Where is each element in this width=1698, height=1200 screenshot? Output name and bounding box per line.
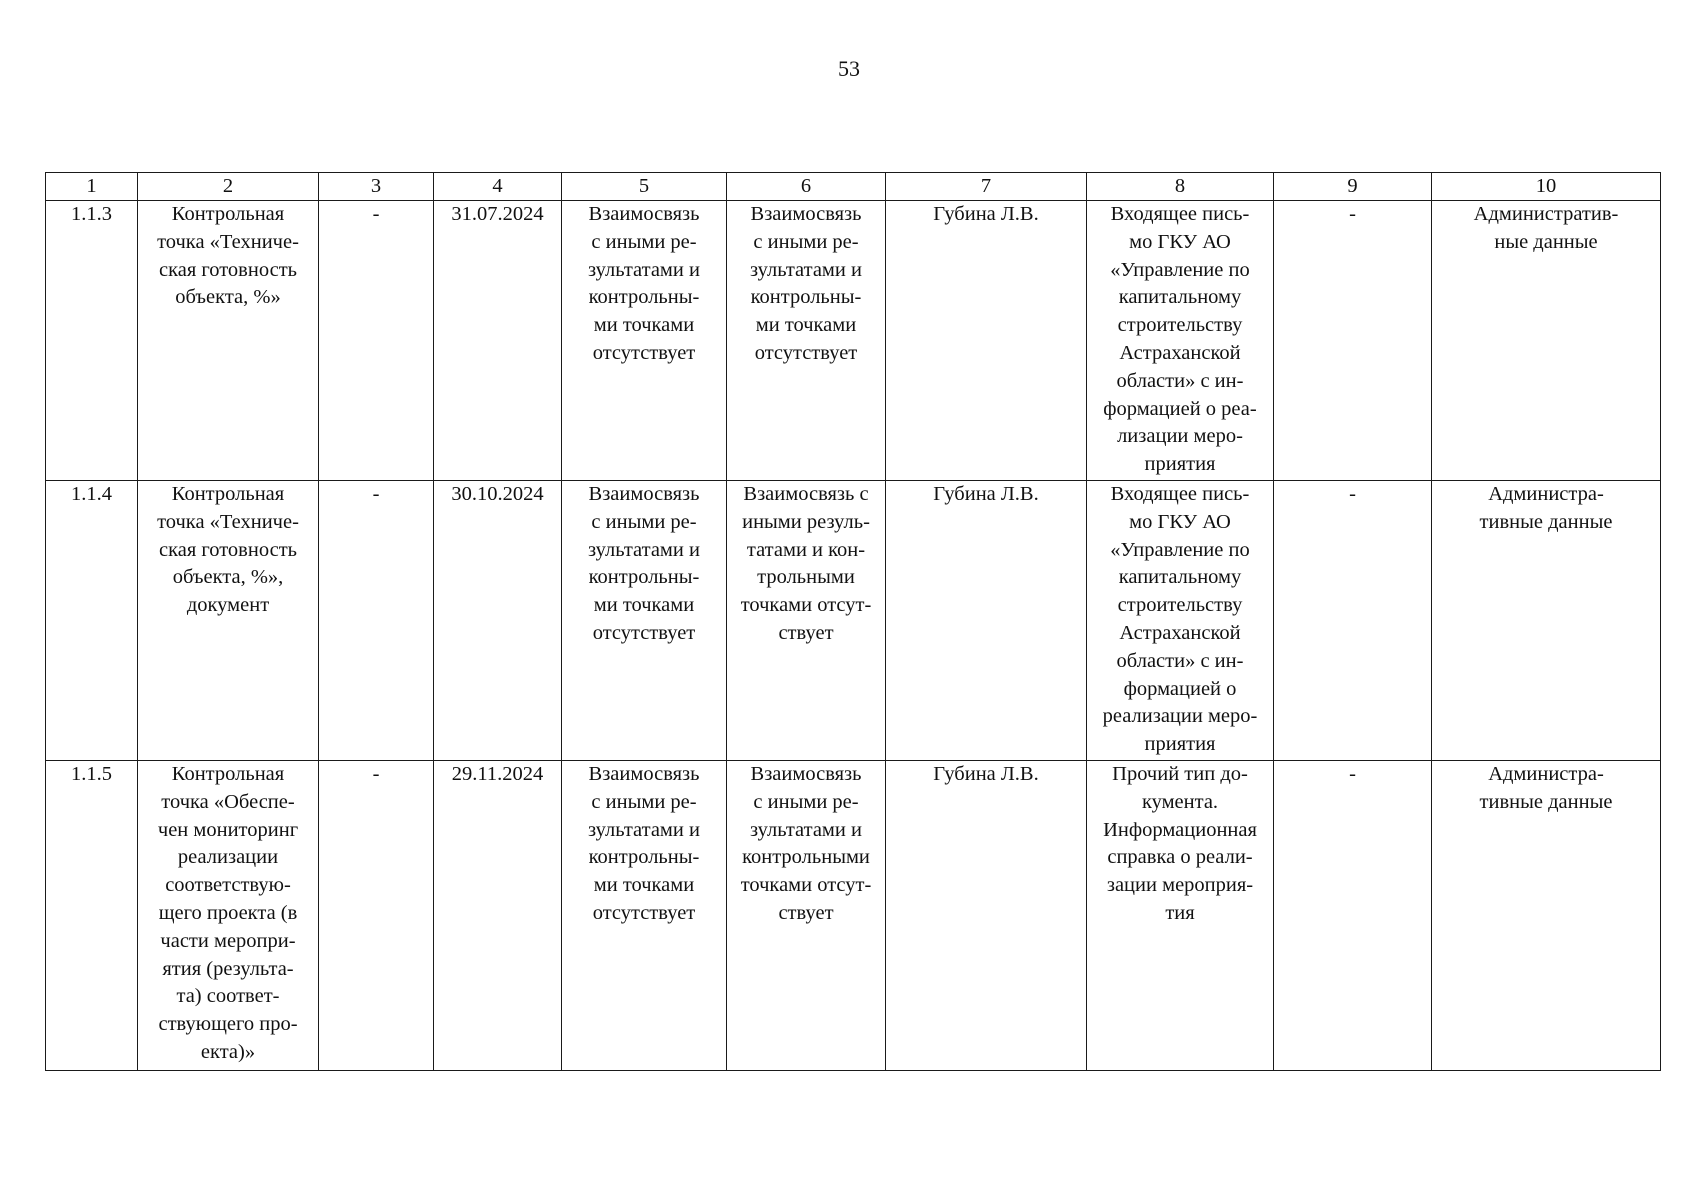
- column-9-cell: -: [1274, 481, 1432, 761]
- column-number-header: 9: [1274, 173, 1432, 201]
- column-9-cell: -: [1274, 201, 1432, 481]
- column-number-header: 3: [319, 173, 434, 201]
- relationship-cell: Взаимосвязь с иными ре- зультатами и контрольными точками отсут- ствует: [727, 761, 886, 1071]
- table-header-row: [46, 173, 1661, 201]
- responsible-cell: Губина Л.В.: [886, 201, 1087, 481]
- document-type-cell: Входящее пись- мо ГКУ АО «Управление по капитальному строительству Астраханской области» с ин- формацией о реализации меро- приятия: [1087, 481, 1274, 761]
- column-number-header: 2: [138, 173, 319, 201]
- row-number-cell: 1.1.4: [46, 481, 138, 761]
- table-row: [46, 481, 1661, 761]
- column-number-header: 8: [1087, 173, 1274, 201]
- control-point-name-cell: Контрольная точка «Обеспе- чен мониторинг реализации соответствую- щего проекта (в части меропри- ятия (результа- та) соответ- ствующего про- екта)»: [138, 761, 319, 1071]
- control-point-name-cell: Контрольная точка «Техниче- ская готовность объекта, %», документ: [138, 481, 319, 761]
- row-number-cell: 1.1.3: [46, 201, 138, 481]
- relationship-cell: Взаимосвязь с иными резуль- татами и кон- трольными точками отсут- ствует: [727, 481, 886, 761]
- relationship-cell: Взаимосвязь с иными ре- зультатами и контрольны- ми точками отсутствует: [562, 201, 727, 481]
- control-point-name-cell: Контрольная точка «Техниче- ская готовность объекта, %»: [138, 201, 319, 481]
- data-source-cell: Администра- тивные данные: [1432, 761, 1661, 1071]
- document-type-cell: Входящее пись- мо ГКУ АО «Управление по капитальному строительству Астраханской области» с ин- формацией о реа- лизации меро- приятия: [1087, 201, 1274, 481]
- column-number-header: 10: [1432, 173, 1661, 201]
- row-number-cell: 1.1.5: [46, 761, 138, 1071]
- page-number: 53: [838, 56, 860, 81]
- column-number-header: 5: [562, 173, 727, 201]
- column-number-header: 6: [727, 173, 886, 201]
- column-number-header: 7: [886, 173, 1087, 201]
- relationship-cell: Взаимосвязь с иными ре- зультатами и контрольны- ми точками отсутствует: [562, 761, 727, 1071]
- data-source-cell: Административ- ные данные: [1432, 201, 1661, 481]
- date-cell: 29.11.2024: [434, 761, 562, 1071]
- table-row: [46, 761, 1661, 1071]
- column-9-cell: -: [1274, 761, 1432, 1071]
- responsible-cell: Губина Л.В.: [886, 761, 1087, 1071]
- table-row: [46, 201, 1661, 481]
- column-number-header: 4: [434, 173, 562, 201]
- responsible-cell: Губина Л.В.: [886, 481, 1087, 761]
- relationship-cell: Взаимосвязь с иными ре- зультатами и контрольны- ми точками отсутствует: [727, 201, 886, 481]
- date-cell: 30.10.2024: [434, 481, 562, 761]
- control-points-table: [45, 172, 1661, 1071]
- document-type-cell: Прочий тип до- кумента. Информационная справка о реали- зации мероприя- тия: [1087, 761, 1274, 1071]
- column-3-cell: -: [319, 201, 434, 481]
- column-number-header: 1: [46, 173, 138, 201]
- date-cell: 31.07.2024: [434, 201, 562, 481]
- column-3-cell: -: [319, 481, 434, 761]
- data-source-cell: Администра- тивные данные: [1432, 481, 1661, 761]
- column-3-cell: -: [319, 761, 434, 1071]
- relationship-cell: Взаимосвязь с иными ре- зультатами и контрольны- ми точками отсутствует: [562, 481, 727, 761]
